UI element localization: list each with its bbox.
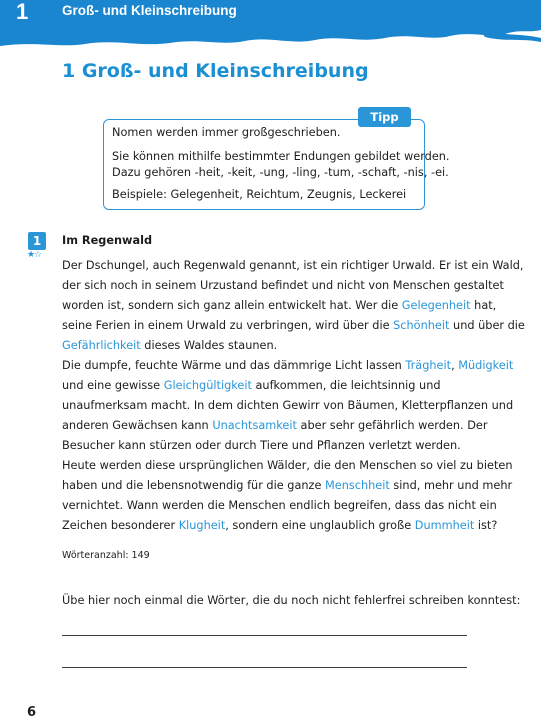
tipp-line: Nomen werden immer großgeschrieben. <box>112 126 341 139</box>
highlighted-word: Unachtsamkeit <box>212 419 297 432</box>
text-line: und eine gewisse Gleichgültigkeit aufkommen, die leichtsinnig und <box>62 379 441 392</box>
highlighted-word: Menschheit <box>325 479 390 492</box>
text-line: seine Ferien in einem Urwald zu verbringen, wird über die Schönheit und über die <box>62 319 525 332</box>
text-line: Besucher kann stürzen oder durch Tiere und Pflanzen verletzt werden. <box>62 439 461 452</box>
chapter-title: Groß- und Kleinschreibung <box>62 3 237 18</box>
text-line: Gefährlichkeit dieses Waldes staunen. <box>62 339 278 352</box>
text-line: Die dumpfe, feuchte Wärme und das dämmrige Licht lassen Trägheit, Müdigkeit <box>62 359 514 372</box>
page-number: 6 <box>27 705 37 720</box>
tipp-line: Beispiele: Gelegenheit, Reichtum, Zeugnis, Leckerei <box>112 188 407 201</box>
text-line: unaufmerksam macht. In dem dichten Gewirr von Bäumen, Kletterpflanzen und <box>62 399 514 412</box>
highlighted-word: Müdigkeit <box>458 359 514 372</box>
highlighted-word: Dummheit <box>414 519 475 532</box>
tipp-line: Dazu gehören -heit, -keit, -ung, -ling, -tum, -schaft, -nis, -ei. <box>112 166 449 179</box>
text-line: worden ist, sondern sich ganz allein entwickelt hat. Wer die Gelegenheit hat, <box>62 299 497 312</box>
highlighted-word: Klugheit <box>178 519 226 532</box>
exercise-number-badge: 1 <box>28 232 46 250</box>
text-line: Heute werden diese ursprünglichen Wälder, die den Menschen so viel zu bieten <box>62 459 513 472</box>
highlighted-word: Schönheit <box>393 319 450 332</box>
writing-line[interactable] <box>62 635 467 636</box>
chapter-number: 1 <box>16 0 29 24</box>
instruction-text: Übe hier noch einmal die Wörter, die du noch nicht fehlerfrei schreiben konntest: <box>62 594 521 607</box>
text-line: vernichtet. Wann werden die Menschen endlich begreifen, dass das nicht ein <box>62 499 497 512</box>
text-line: haben und die lebensnotwendig für die ganze Menschheit sind, mehr und mehr <box>62 479 513 492</box>
highlighted-word: Gelegenheit <box>401 299 471 312</box>
word-count: Wörteranzahl: 149 <box>62 550 150 561</box>
chapter-banner <box>0 0 541 60</box>
highlighted-word: Gleichgültigkeit <box>163 379 252 392</box>
exercise-title: Im Regenwald <box>62 234 153 247</box>
page-title: 1 Groß- und Kleinschreibung <box>62 60 369 82</box>
text-line: Zeichen besonderer Klugheit, sondern eine unglaublich große Dummheit ist? <box>62 519 498 532</box>
text-line: der sich noch in seinem Urzustand befindet und nicht von Menschen gestaltet <box>62 279 504 292</box>
tipp-label: Tipp <box>358 107 411 127</box>
highlighted-word: Trägheit <box>405 359 452 372</box>
text-line: Der Dschungel, auch Regenwald genannt, ist ein richtiger Urwald. Er ist ein Wald, <box>62 259 524 272</box>
text-line: anderen Gewächsen kann Unachtsamkeit aber sehr gefährlich werden. Der <box>62 419 488 432</box>
highlighted-word: Gefährlichkeit <box>62 339 141 352</box>
tipp-line: Sie können mithilfe bestimmter Endungen gebildet werden. <box>112 150 450 163</box>
difficulty-stars-icon: ★☆ <box>27 250 42 260</box>
writing-line[interactable] <box>62 667 467 668</box>
